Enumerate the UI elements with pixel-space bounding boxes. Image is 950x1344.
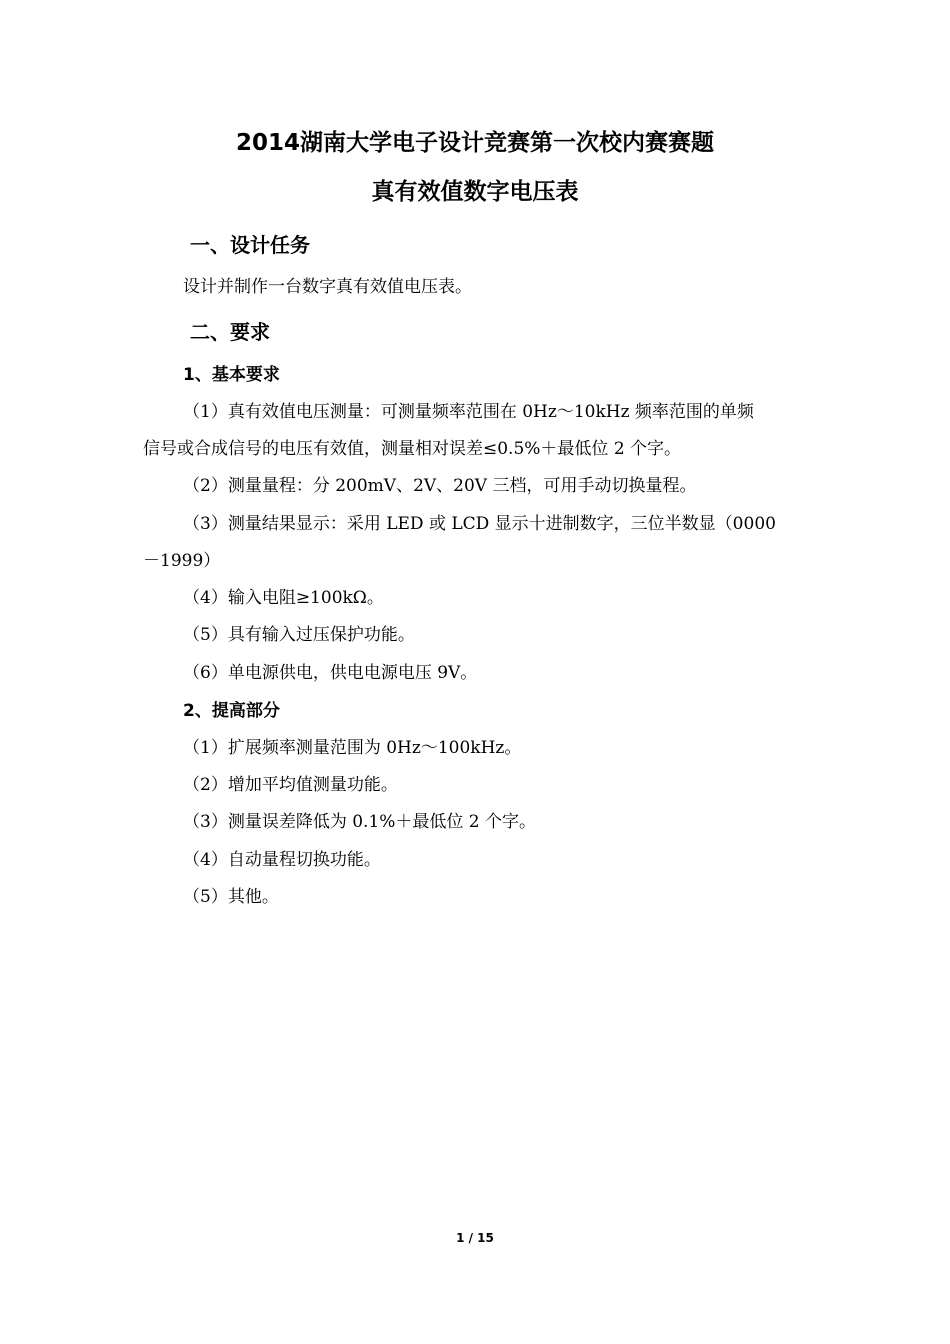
- advanced-requirement-2: （2）增加平均值测量功能。: [183, 775, 398, 795]
- advanced-requirement-4: （4）自动量程切换功能。: [183, 850, 381, 870]
- advanced-requirement-5: （5）其他。: [183, 887, 279, 907]
- basic-requirement-4: （4）输入电阻≥100kΩ。: [183, 588, 384, 608]
- section-heading-design-task: 一、设计任务: [190, 233, 310, 257]
- advanced-requirement-3: （3）测量误差降低为 0.1%＋最低位 2 个字。: [183, 812, 537, 832]
- document-subtitle: 真有效值数字电压表: [371, 179, 579, 205]
- section-heading-requirements: 二、要求: [190, 320, 270, 344]
- page-number: 1 / 15: [456, 1231, 494, 1245]
- design-task-text: 设计并制作一台数字真有效值电压表。: [183, 277, 472, 297]
- advanced-requirement-1: （1）扩展频率测量范围为 0Hz～100kHz。: [183, 738, 522, 758]
- basic-requirement-1-cont: 信号或合成信号的电压有效值，测量相对误差≤0.5%＋最低位 2 个字。: [143, 439, 682, 459]
- basic-requirement-6: （6）单电源供电，供电电源电压 9V。: [183, 663, 478, 683]
- subheading-basic-requirements: 1、基本要求: [183, 365, 280, 385]
- basic-requirement-3-cont: －1999）: [143, 551, 221, 571]
- basic-requirement-1: （1）真有效值电压测量：可测量频率范围在 0Hz～10kHz 频率范围的单频: [183, 402, 754, 422]
- basic-requirement-2: （2）测量量程：分 200mV、2V、20V 三档，可用手动切换量程。: [183, 476, 697, 496]
- subheading-advanced: 2、提高部分: [183, 701, 280, 721]
- basic-requirement-5: （5）具有输入过压保护功能。: [183, 625, 415, 645]
- document-title: 2014湖南大学电子设计竞赛第一次校内赛赛题: [235, 130, 714, 156]
- basic-requirement-3: （3）测量结果显示：采用 LED 或 LCD 显示十进制数字，三位半数显（0000: [183, 514, 776, 534]
